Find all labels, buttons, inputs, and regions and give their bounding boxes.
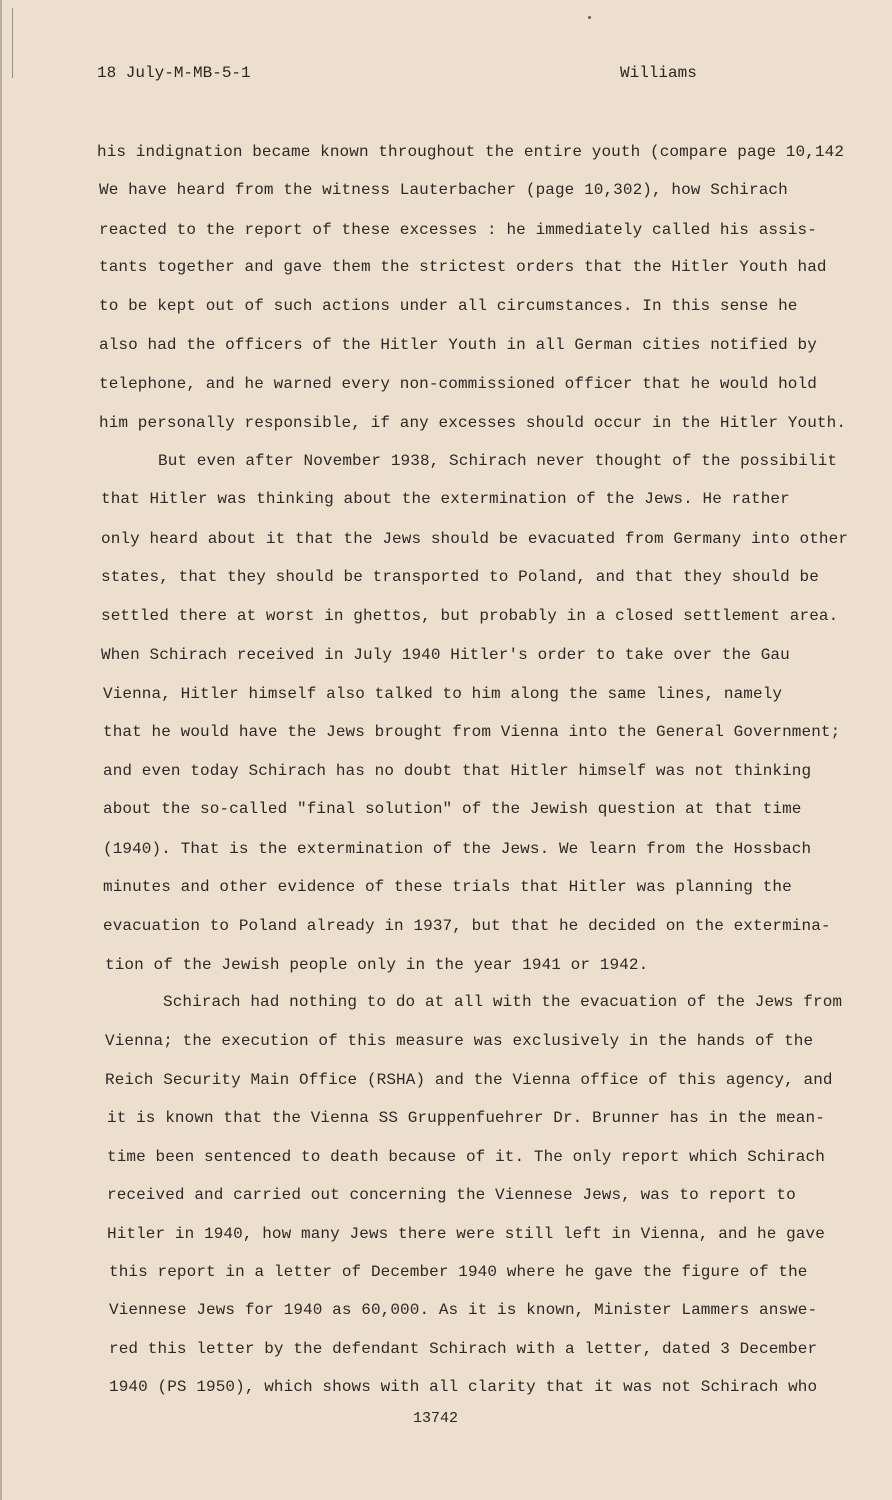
body-line: When Schirach received in July 1940 Hitler's order to take over the Gau xyxy=(101,646,790,664)
body-line: tion of the Jewish people only in the year 1941 or 1942. xyxy=(105,956,649,974)
body-line: We have heard from the witness Lauterbacher (page 10,302), how Schirach xyxy=(99,181,788,199)
body-line: minutes and other evidence of these trials that Hitler was planning the xyxy=(103,878,792,896)
body-line: Vienna, Hitler himself also talked to him along the same lines, namely xyxy=(103,685,783,703)
body-line: reacted to the report of these excesses : he immediately called his assis- xyxy=(99,221,817,239)
body-line: and even today Schirach has no doubt that Hitler himself was not thinking xyxy=(103,762,812,780)
page-number: 13742 xyxy=(413,1410,459,1427)
body-line: But even after November 1938, Schirach never thought of the possibilit xyxy=(158,452,838,470)
body-line: him personally responsible, if any excesses should occur in the Hitler Youth. xyxy=(99,414,847,432)
body-line: that Hitler was thinking about the extermination of the Jews. He rather xyxy=(101,490,790,508)
body-line: Schirach had nothing to do at all with the evacuation of the Jews from xyxy=(163,993,843,1011)
body-line: his indignation became known throughout the entire youth (compare page 10,142 xyxy=(97,143,845,161)
body-line: only heard about it that the Jews should be evacuated from Germany into other xyxy=(101,530,849,548)
body-line: red this letter by the defendant Schirach with a letter, dated 3 December xyxy=(109,1340,818,1358)
body-line: tants together and gave them the strictest orders that the Hitler Youth had xyxy=(99,258,827,276)
body-line: Hitler in 1940, how many Jews there were still left in Vienna, and he gave xyxy=(107,1225,825,1243)
body-line: settled there at worst in ghettos, but probably in a closed settlement area. xyxy=(101,607,839,625)
body-line: time been sentenced to death because of it. The only report which Schirach xyxy=(107,1148,825,1166)
margin-line xyxy=(12,8,13,78)
body-line: this report in a letter of December 1940 where he gave the figure of the xyxy=(109,1263,808,1281)
speaker-name: Williams xyxy=(620,64,697,82)
body-line: states, that they should be transported to Poland, and that they should be xyxy=(101,568,819,586)
body-line: (1940). That is the extermination of the Jews. We learn from the Hossbach xyxy=(103,840,812,858)
body-line: that he would have the Jews brought from Vienna into the General Government; xyxy=(103,723,841,741)
body-line: Reich Security Main Office (RSHA) and the Vienna office of this agency, and xyxy=(105,1071,833,1089)
body-line: evacuation to Poland already in 1937, but that he decided on the extermina- xyxy=(103,917,831,935)
body-line: about the so-called "final solution" of the Jewish question at that time xyxy=(103,800,802,818)
body-line: also had the officers of the Hitler Youth in all German cities notified by xyxy=(99,336,817,354)
body-line: 1940 (PS 1950), which shows with all clarity that it was not Schirach who xyxy=(109,1378,818,1396)
body-line: Viennese Jews for 1940 as 60,000. As it is known, Minister Lammers answe- xyxy=(109,1301,818,1319)
body-line: Vienna; the execution of this measure was exclusively in the hands of the xyxy=(105,1032,814,1050)
ink-mark xyxy=(588,16,591,19)
body-line: to be kept out of such actions under all circumstances. In this sense he xyxy=(99,297,798,315)
body-line: received and carried out concerning the Viennese Jews, was to report to xyxy=(107,1186,796,1204)
body-line: telephone, and he warned every non-commissioned officer that he would hold xyxy=(99,375,817,393)
document-reference: 18 July-M-MB-5-1 xyxy=(97,64,251,82)
body-line: it is known that the Vienna SS Gruppenfuehrer Dr. Brunner has in the mean- xyxy=(107,1109,825,1127)
